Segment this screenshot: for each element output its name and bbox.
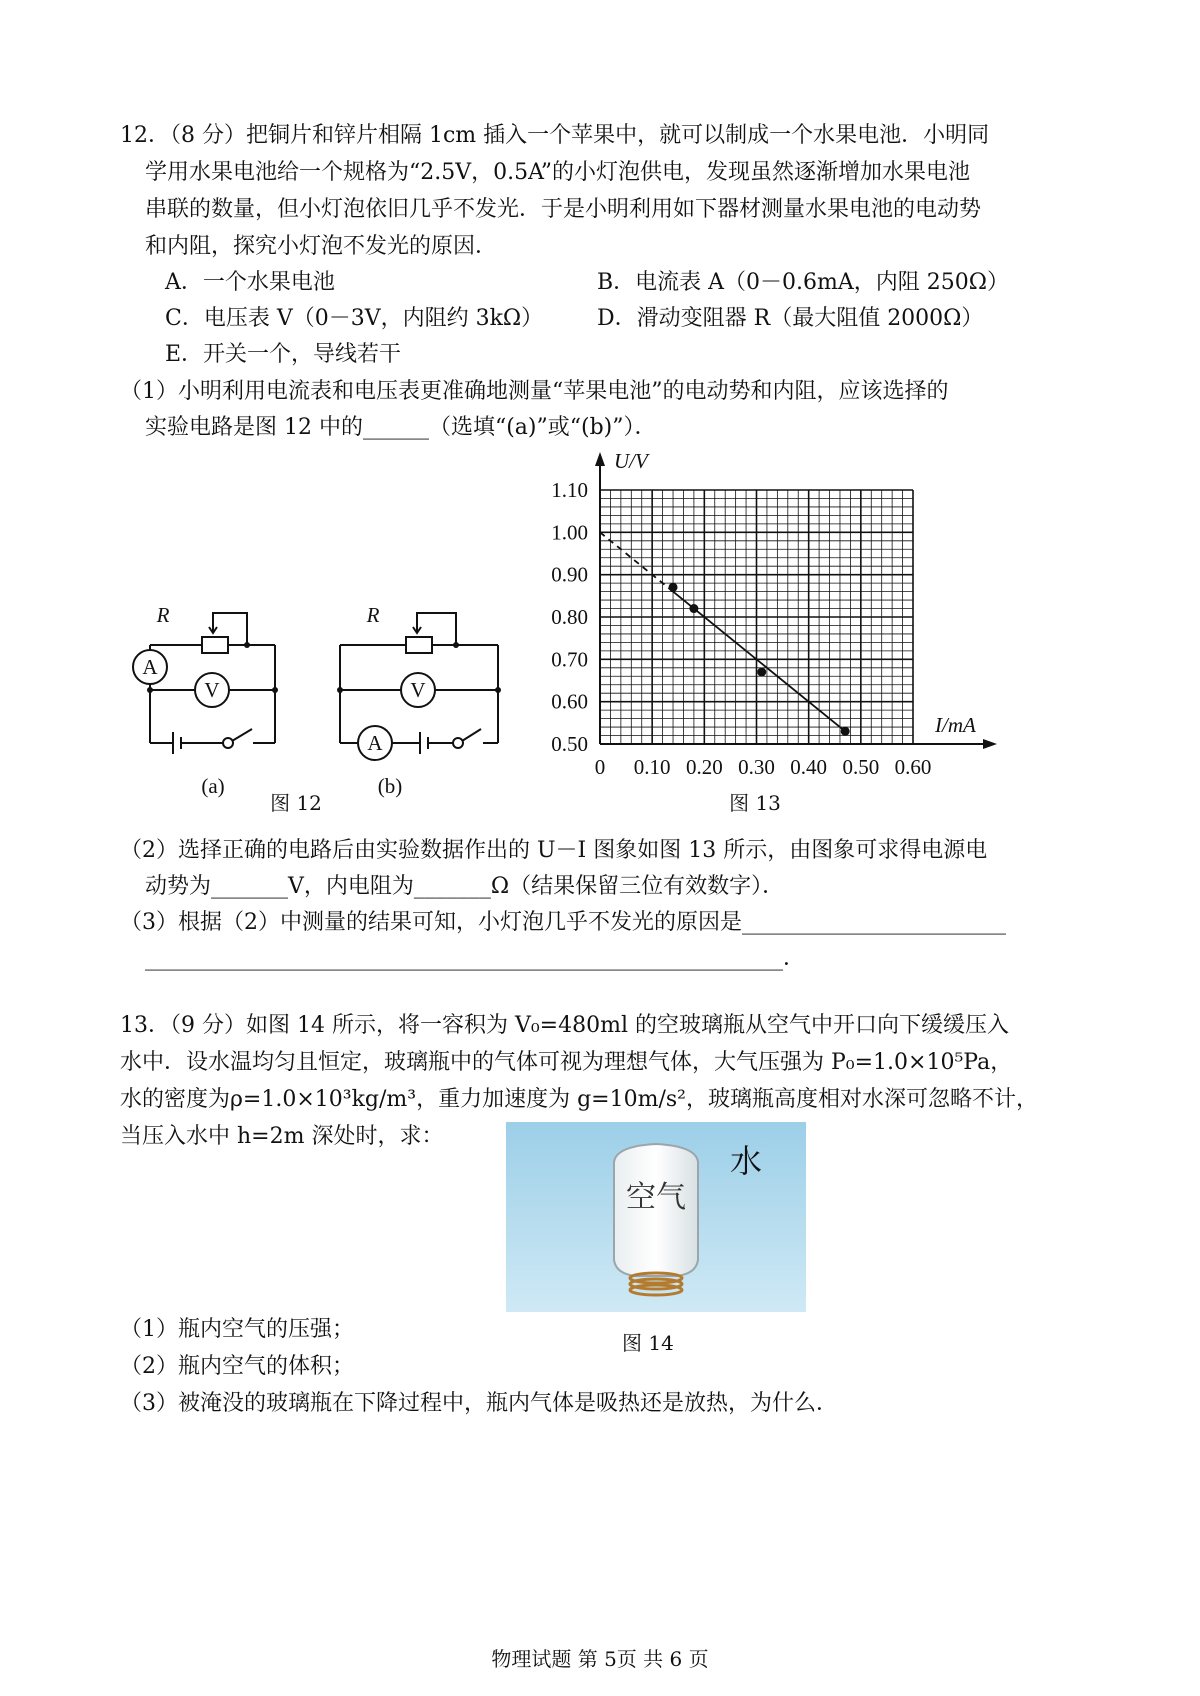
chart-grid bbox=[600, 490, 913, 744]
q12-part2-line-2: 动势为_______V，内电阻为_______Ω（结果保留三位有效数字）． bbox=[145, 874, 785, 899]
y-tick-label: 1.10 bbox=[551, 478, 588, 502]
x-tick-label: 0.50 bbox=[842, 755, 880, 779]
q13-line-1: 13．（9 分）如图 14 所示，将一容积为 V₀=480ml 的空玻璃瓶从空气中开口向下缓缓压入 bbox=[120, 1013, 1009, 1038]
rheostat-a-label: R bbox=[156, 603, 170, 627]
page-footer: 物理试题 第 5页 共 6 页 bbox=[491, 1647, 709, 1671]
x-tick-label: 0.60 bbox=[894, 755, 932, 779]
y-tick-label: 1.00 bbox=[551, 520, 588, 545]
air-label: 空气 bbox=[626, 1180, 686, 1215]
x-tick-label: 0 bbox=[594, 755, 606, 779]
figure-14-caption: 图 14 bbox=[622, 1331, 674, 1355]
water-label: 水 bbox=[729, 1142, 763, 1180]
y-tick-label: 0.60 bbox=[551, 689, 588, 714]
q13-line-2: 水中．设水温均匀且恒定，玻璃瓶中的气体可视为理想气体，大气压强为 P₀=1.0×10⁵Pa， bbox=[120, 1050, 1013, 1075]
x-tick-label: 0.40 bbox=[790, 755, 828, 779]
q12-part3-line-1: （3）根据（2）中测量的结果可知，小灯泡几乎不发光的原因是________________________ bbox=[120, 910, 1006, 935]
data-point bbox=[669, 583, 678, 592]
x-axis-arrow bbox=[983, 739, 997, 749]
data-point bbox=[841, 727, 850, 736]
figure-12-circuits bbox=[120, 595, 520, 825]
ammeter-b-symbol: A bbox=[367, 731, 383, 755]
y-axis-arrow bbox=[595, 452, 605, 466]
q13-line-3: 水的密度为ρ=1.0×10³kg/m³，重力加速度为 g=10m/s²，玻璃瓶高度相对水深可忽略不计， bbox=[120, 1087, 1038, 1112]
q12-line-4: 和内阻，探究小灯泡不发光的原因． bbox=[145, 234, 498, 259]
q12-line-2: 学用水果电池给一个规格为“2.5V，0.5A”的小灯泡供电，发现虽然逐渐增加水果电池 bbox=[145, 160, 971, 185]
y-tick-label: 0.80 bbox=[551, 605, 588, 629]
voltmeter-a-symbol: V bbox=[204, 678, 220, 702]
q13-part-2: （2）瓶内空气的体积； bbox=[120, 1354, 354, 1379]
figure-12-caption: 图 12 bbox=[270, 791, 322, 815]
rheostat-b-label: R bbox=[366, 603, 380, 627]
ammeter-a-symbol: A bbox=[142, 655, 158, 679]
option-b: B．电流表 A（0－0.6mA，内阻 250Ω） bbox=[597, 270, 1010, 295]
figure-13-caption: 图 13 bbox=[729, 791, 781, 815]
x-axis-label: I/mA bbox=[935, 713, 976, 737]
option-a: A．一个水果电池 bbox=[165, 270, 335, 295]
option-c: C．电压表 V（0－3V，内阻约 3kΩ） bbox=[165, 306, 544, 331]
x-tick-label: 0.10 bbox=[633, 755, 671, 779]
figure-13-chart bbox=[535, 450, 1005, 820]
y-tick-label: 0.90 bbox=[551, 562, 588, 587]
option-e: E．开关一个，导线若干 bbox=[165, 342, 402, 367]
q13-line-4: 当压入水中 h=2m 深处时，求： bbox=[120, 1124, 444, 1149]
fit-line-dashed bbox=[600, 532, 673, 591]
q12-part1-line-1: （1）小明利用电流表和电压表更准确地测量“苹果电池”的电动势和内阻，应该选择的 bbox=[120, 379, 949, 404]
q13-part-1: （1）瓶内空气的压强； bbox=[120, 1317, 354, 1342]
circuit-b-label: (b) bbox=[377, 774, 403, 798]
y-tick-label: 0.50 bbox=[551, 732, 588, 756]
x-tick-label: 0.30 bbox=[738, 755, 775, 779]
data-point bbox=[757, 668, 766, 677]
x-tick-label: 0.20 bbox=[685, 755, 723, 779]
voltmeter-b-symbol: V bbox=[410, 678, 426, 702]
q12-line-1: 12．（8 分）把铜片和锌片相隔 1cm 插入一个苹果中，就可以制成一个水果电池．小明同 bbox=[120, 123, 990, 148]
q13-part-3: （3）被淹没的玻璃瓶在下降过程中，瓶内气体是吸热还是放热，为什么． bbox=[120, 1391, 838, 1416]
data-point bbox=[689, 604, 698, 613]
circuit-a-label: (a) bbox=[201, 774, 225, 798]
q12-part2-line-1: （2）选择正确的电路后由实验数据作出的 U－I 图象如图 13 所示，由图象可求得电源电 bbox=[120, 838, 988, 863]
figure-14-bottle bbox=[506, 1122, 806, 1312]
y-axis-label: U/V bbox=[614, 450, 648, 473]
q12-line-3: 串联的数量，但小灯泡依旧几乎不发光．于是小明利用如下器材测量水果电池的电动势 bbox=[145, 197, 982, 222]
y-tick-label: 0.70 bbox=[551, 647, 588, 672]
chart-axes bbox=[595, 452, 997, 749]
q12-part1-line-2: 实验电路是图 12 中的______（选填“(a)”或“(b)”）． bbox=[145, 415, 657, 440]
option-d: D．滑动变阻器 R（最大阻值 2000Ω） bbox=[597, 306, 984, 331]
q12-part3-line-2: __________________________________________________________． bbox=[145, 946, 806, 971]
